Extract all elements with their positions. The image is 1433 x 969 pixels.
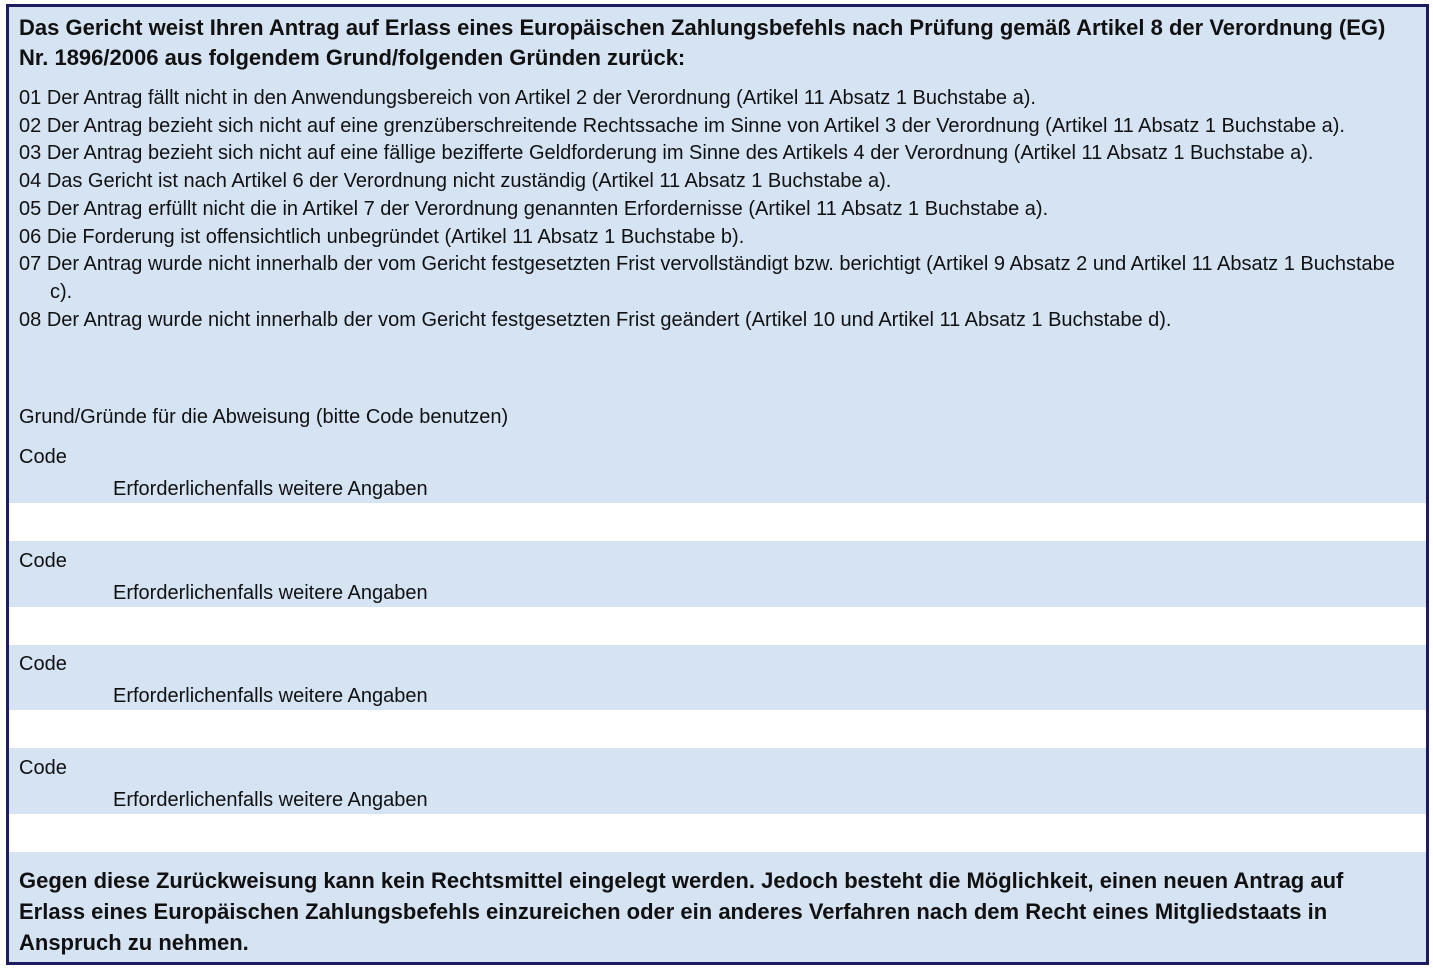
appeal-notice: Gegen diese Zurückweisung kann kein Rechtsmittel eingelegt werden. Jedoch besteht die Möglichkeit, einen neuen Antrag auf Erlass eines Europäischen Zahlungsbefehls einzureichen oder ein anderes Verfahren nach dem Recht eines Mitgliedstaats in Anspruch zu nehmen. bbox=[19, 868, 1344, 955]
reason-text: Das Gericht ist nach Artikel 6 der Verordnung nicht zuständig (Artikel 11 Absatz 1 Buchstabe a). bbox=[46, 170, 892, 193]
reason-code: 03 bbox=[19, 142, 42, 165]
additional-info-field[interactable] bbox=[9, 607, 1426, 645]
rejection-entry-1 bbox=[9, 443, 1426, 547]
reason-item bbox=[19, 307, 1409, 335]
additional-info-label: Erforderlichenfalls weitere Angaben bbox=[113, 789, 428, 811]
code-label: Code bbox=[19, 653, 67, 675]
reason-code: 02 bbox=[19, 114, 42, 137]
reason-item bbox=[19, 140, 1409, 168]
reason-text: Der Antrag bezieht sich nicht auf eine grenzüberschreitende Rechtssache im Sinne von Artikel 3 der Verordnung (Artikel 11 Absatz 1 Buchstabe a). bbox=[46, 114, 1345, 137]
additional-info-label: Erforderlichenfalls weitere Angaben bbox=[113, 685, 428, 707]
reason-item bbox=[19, 224, 1409, 252]
instruction-text: Grund/Gründe für die Abweisung (bitte Code benutzen) bbox=[19, 406, 509, 428]
reason-text: Der Antrag bezieht sich nicht auf eine fällige bezifferte Geldforderung im Sinne des Artikels 4 der Verordnung (Artikel 11 Absatz 1 Buchstabe a). bbox=[46, 142, 1314, 165]
additional-info-field[interactable] bbox=[9, 814, 1426, 852]
reason-text: Der Antrag erfüllt nicht die in Artikel 7 der Verordnung genannten Erfordernisse (Artikel 11 Absatz 1 Buchstabe a). bbox=[46, 197, 1049, 220]
reason-item bbox=[19, 85, 1409, 113]
reason-code: 08 bbox=[19, 308, 42, 331]
reason-code: 06 bbox=[19, 225, 42, 248]
reason-text: Der Antrag fällt nicht in den Anwendungsbereich von Artikel 2 der Verordnung (Artikel 11 Absatz 1 Buchstabe a). bbox=[46, 87, 1036, 109]
rejection-entry-3 bbox=[9, 650, 1426, 754]
rejection-entry-2 bbox=[9, 547, 1426, 651]
reason-code: 05 bbox=[19, 197, 42, 220]
code-label: Code bbox=[19, 757, 67, 779]
code-label: Code bbox=[19, 550, 67, 572]
reason-code: 04 bbox=[19, 170, 42, 193]
additional-info-label: Erforderlichenfalls weitere Angaben bbox=[113, 478, 428, 500]
rejection-entry-4 bbox=[9, 754, 1426, 858]
form-heading: Das Gericht weist Ihren Antrag auf Erlass eines Europäischen Zahlungsbefehls nach Prüfung gemäß Artikel 8 der Verordnung (EG) Nr. 1896/2006 aus folgendem Grund/folgenden Gründen zurück: bbox=[19, 15, 1386, 70]
reason-text: Der Antrag wurde nicht innerhalb der vom Gericht festgesetzten Frist vervollständigt bzw. berichtigt (Artikel 9 Absatz 2 und Artikel 11 Absatz 1 Buchstabe c). bbox=[46, 253, 1395, 303]
reason-item bbox=[19, 196, 1409, 224]
reason-item bbox=[19, 113, 1409, 141]
rejection-form-panel bbox=[6, 4, 1429, 965]
reason-item bbox=[19, 251, 1409, 306]
additional-info-label: Erforderlichenfalls weitere Angaben bbox=[113, 582, 428, 604]
reason-code: 07 bbox=[19, 253, 42, 276]
reason-text: Die Forderung ist offensichtlich unbegründet (Artikel 11 Absatz 1 Buchstabe b). bbox=[46, 225, 745, 248]
reason-item bbox=[19, 168, 1409, 196]
reason-text: Der Antrag wurde nicht innerhalb der vom Gericht festgesetzten Frist geändert (Artikel 10 und Artikel 11 Absatz 1 Buchstabe d). bbox=[46, 308, 1172, 331]
additional-info-field[interactable] bbox=[9, 710, 1426, 748]
reason-code: 01 bbox=[19, 87, 42, 109]
code-label: Code bbox=[19, 446, 67, 468]
additional-info-field[interactable] bbox=[9, 503, 1426, 541]
reason-code-list bbox=[19, 85, 1409, 334]
